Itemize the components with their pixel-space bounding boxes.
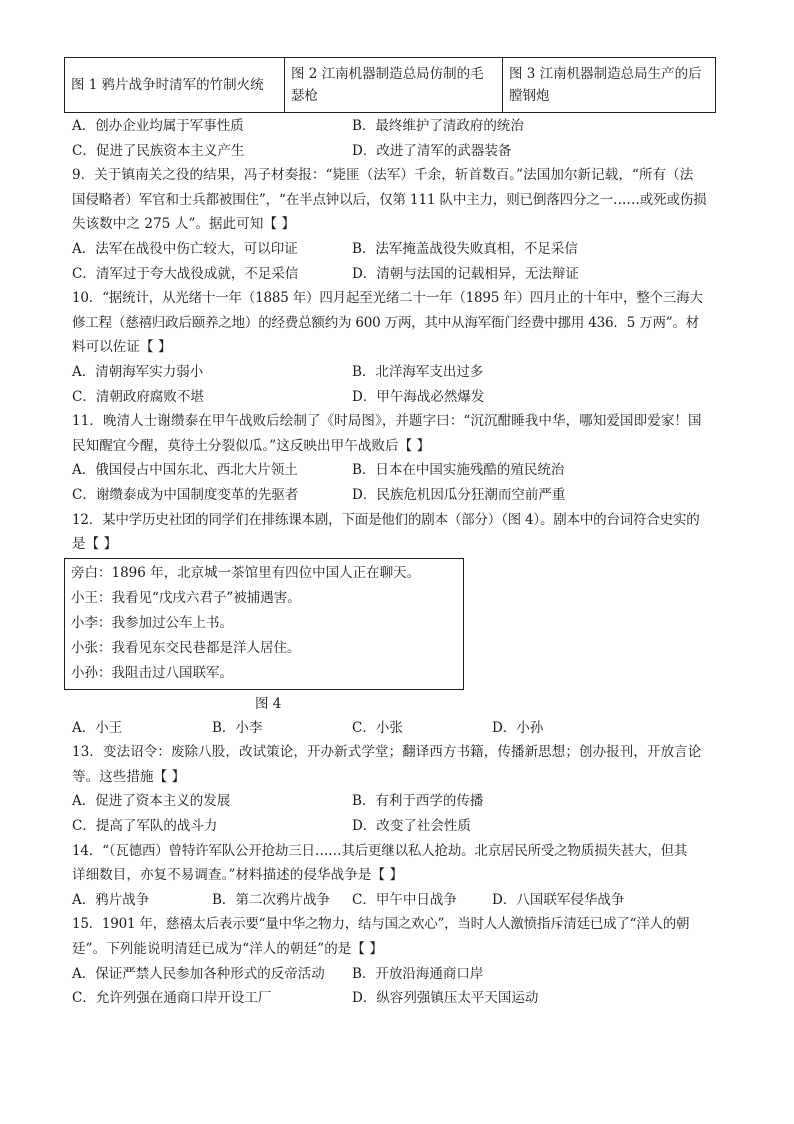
q10-stem-line-1: 10．“据统计，从光绪十一年（1885 年）四月起至光绪二十一年（1895 年）四月止的十年中，整个三海大 (72, 290, 703, 307)
q14-options-row (72, 888, 722, 913)
q11-stem-line-1: 11．晚清人士谢缵泰在甲午战败后绘制了《时局图》，并题字曰：“沉沉酣睡我中华，哪知爱国即爱家！国 (72, 413, 702, 430)
q13-option-a[interactable]: A．促进了资本主义的发展 (72, 793, 231, 810)
q8-option-b[interactable]: B．最终维护了清政府的统治 (352, 118, 524, 134)
q12-stem-line-1: 12．某中学历史社团的同学们在排练课本剧，下面是他们的剧本（部分）（图 4）。剧本中的台词符合史实的 (72, 511, 700, 528)
script-line-xiaoli: 小李：我参加过公车上书。 (71, 614, 233, 631)
q15-option-a[interactable]: A．保证严禁人民参加各种形式的反帝活动 (72, 965, 325, 982)
q14-option-d[interactable]: D．八国联军侵华战争 (492, 891, 625, 908)
figure-2-caption: 图 2 江南机器制造总局仿制的毛瑟枪 (285, 58, 503, 113)
q9-options-row-1 (72, 237, 722, 262)
q13-stem-line-1: 13．变法诏令：废除八股，改试策论，开办新式学堂；翻译西方书籍，传播新思想；创办报刊，开放言论 (72, 744, 702, 761)
script-line-xiaozhang: 小张：我看见东交民巷都是洋人居住。 (71, 639, 301, 656)
q10-option-c[interactable]: C．清朝政府腐败不堪 (72, 388, 204, 405)
q10-options-row-1 (72, 360, 722, 385)
q15-option-c[interactable]: C．允许列强在通商口岸开设工厂 (72, 990, 272, 1007)
q11-option-b[interactable]: B．日本在中国实施残酷的殖民统治 (352, 462, 565, 479)
q11-option-d[interactable]: D．民族危机因瓜分狂潮而空前严重 (352, 486, 566, 503)
q9-option-a[interactable]: A．法军在战役中伤亡较大，可以印证 (72, 240, 298, 257)
q10-stem-line-3: 料可以佐证【 】 (72, 339, 172, 356)
q12-option-a[interactable]: A．小王 (72, 719, 123, 736)
q14-stem-line-1: 14．“（瓦德西）曾特许军队公开抢劫三日……其后更继以私人抢劫。北京居民所受之物质损失甚大，但其 (72, 842, 688, 859)
question-content (72, 114, 722, 1011)
q14-stem-line-2: 详细数目，亦复不易调查。”材料描述的侵华战争是【 】 (72, 867, 404, 884)
q11-option-a[interactable]: A．俄国侵占中国东北、西北大片领土 (72, 462, 298, 479)
q12-option-b[interactable]: B．小李 (212, 719, 263, 736)
q9-option-b[interactable]: B．法军掩盖战役失败真相，不足采信 (352, 240, 578, 257)
q8-options-row-1 (72, 114, 722, 139)
q15-option-d[interactable]: D．纵容列强镇压太平天国运动 (352, 990, 539, 1007)
q11-option-c[interactable]: C．谢缵泰成为中国制度变革的先驱者 (72, 486, 299, 503)
q9-stem-line-1: 9．关于镇南关之役的结果，冯子材奏报：“毙匪（法军）千余，斩首数百。”法国加尔新记载，“所有（法 (72, 167, 694, 184)
q8-option-d[interactable]: D．改进了清军的武器装备 (352, 142, 512, 159)
q15-options-row-1 (72, 962, 722, 987)
q9-options-row-2 (72, 262, 722, 287)
figure-3-caption: 图 3 江南机器制造总局生产的后膛钢炮 (503, 58, 716, 113)
q13-stem-line-2: 等。这些措施【 】 (72, 768, 186, 785)
q11-options-row-2 (72, 483, 722, 508)
q13-option-b[interactable]: B．有利于西学的传播 (352, 793, 484, 810)
q9-stem-line-2: 国侵略者）军官和士兵都被围住”，“在半点钟以后，仅第 111 队中主力，则已倒落四分之一……或死或伤损 (72, 191, 707, 208)
q14-option-c[interactable]: C．甲午中日战争 (352, 891, 457, 908)
q15-stem-line-1: 15．1901 年，慈禧太后表示要“量中华之物力，结与国之欢心”，当时人人激愤指斥清廷已成了“洋人的朝 (72, 916, 690, 933)
q10-option-a[interactable]: A．清朝海军实力弱小 (72, 363, 204, 380)
q15-options-row-2 (72, 986, 722, 1011)
q10-options-row-2 (72, 385, 722, 410)
q14-option-a[interactable]: A．鸦片战争 (72, 891, 150, 908)
q9-option-c[interactable]: C．清军过于夸大战役成就，不足采信 (72, 265, 299, 282)
q12-option-d[interactable]: D．小孙 (492, 719, 544, 736)
q9-stem-line-3: 失该数中之 275 人”。据此可知【 】 (72, 216, 296, 233)
q11-stem-line-2: 民知醒宜今醒，莫待土分裂似瓜。”这反映出甲午战败后【 】 (72, 437, 431, 454)
script-line-xiaowang: 小王：我看见“戊戌六君子”被捕遇害。 (71, 589, 301, 606)
q13-options-row-2 (72, 814, 722, 839)
q10-stem-line-2: 修工程（慈禧归政后颐养之地）的经费总额约为 600 万两，其中从海军衙门经费中挪用 436．5 万两”。材 (72, 314, 700, 331)
q8-option-a[interactable]: A．创办企业均属于军事性质 (72, 118, 244, 134)
q8-option-c[interactable]: C．促进了民族资本主义产生 (72, 142, 245, 159)
q15-option-b[interactable]: B．开放沿海通商口岸 (352, 965, 484, 982)
figure-4-label: 图 4 (255, 695, 282, 712)
script-line-xiaosun: 小孙：我阻击过八国联军。 (71, 664, 233, 681)
figure-1-caption: 图 1 鸦片战争时清军的竹制火统 (65, 58, 285, 113)
figure-caption-table (64, 57, 716, 113)
q10-option-b[interactable]: B．北洋海军支出过多 (352, 363, 484, 380)
q8-options-row-2 (72, 139, 722, 164)
q15-stem-line-2: 廷”。下列能说明清廷已成为“洋人的朝廷”的是【 】 (72, 941, 383, 958)
q12-option-c[interactable]: C．小张 (352, 719, 403, 736)
q13-option-c[interactable]: C．提高了军队的战斗力 (72, 818, 218, 835)
play-script-box (64, 558, 464, 690)
q11-options-row-1 (72, 458, 722, 483)
q12-options-row (72, 716, 722, 741)
script-line-narrator: 旁白：1896 年，北京城一茶馆里有四位中国人正在聊天。 (71, 564, 421, 581)
q13-option-d[interactable]: D．改变了社会性质 (352, 818, 471, 835)
q12-stem-line-2: 是【 】 (72, 536, 118, 553)
q10-option-d[interactable]: D．甲午海战必然爆发 (352, 388, 485, 405)
q13-options-row-1 (72, 789, 722, 814)
q14-option-b[interactable]: B．第二次鸦片战争 (212, 891, 330, 908)
q9-option-d[interactable]: D．清朝与法国的记载相异，无法辩证 (352, 265, 579, 282)
